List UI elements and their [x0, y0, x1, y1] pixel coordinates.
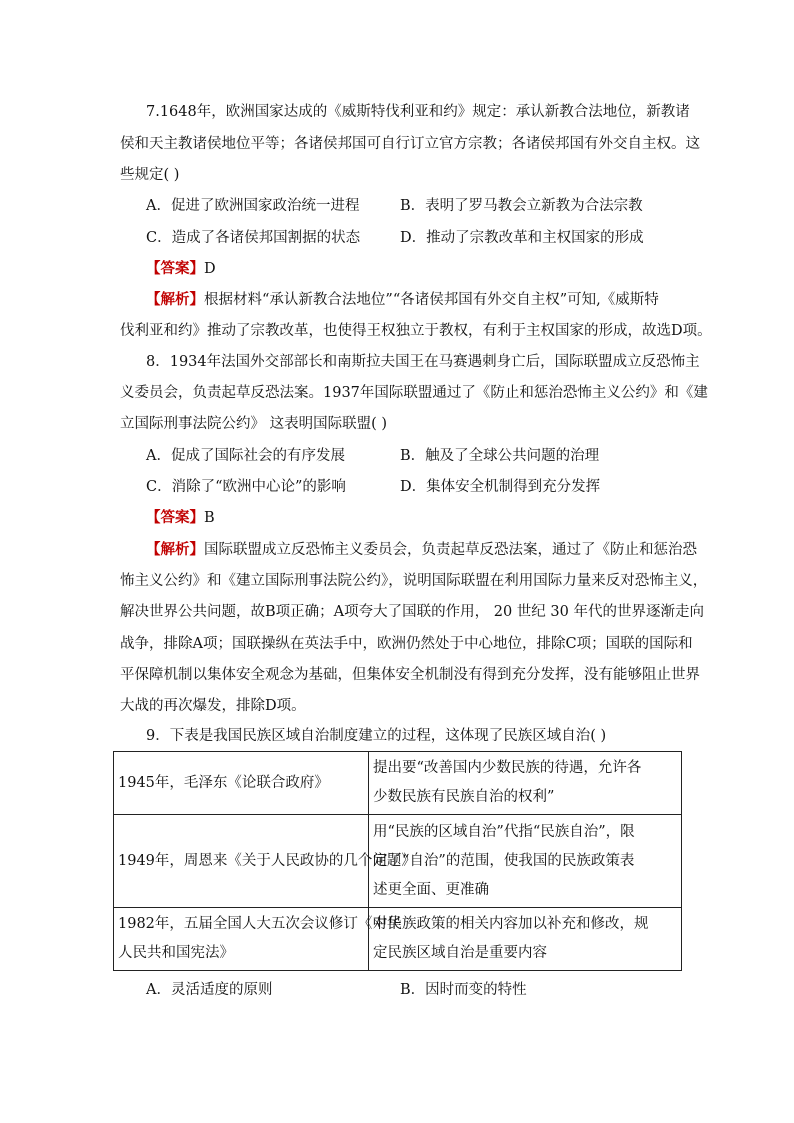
q9-option-a: A．灵活适度的原则 — [146, 982, 273, 998]
cell-text: 提出要“改善国内少数民族的待遇，允许各 — [373, 760, 642, 776]
cell-text: 1949年，周恩来《关于人民政协的几个问题》 — [118, 852, 416, 869]
table-cell-event — [114, 908, 402, 971]
q8-analysis-text-1: 国际联盟成立反恐怖主义委员会，负责起草反恐法案，通过了《防止和惩治恐 — [204, 542, 697, 558]
q9-option-b: B．因时而变的特性 — [400, 982, 527, 998]
cell-text: 少数民族有民族自治的权利” — [373, 789, 555, 805]
q7-analysis-line-2: 伐利亚和约》推动了宗教改革，也使得王权独立于教权，有利于主权国家的形成，故选D项。 — [120, 323, 712, 339]
analysis-tag: 【解析】 — [146, 541, 204, 558]
q7-analysis-text-1: 根据材料“承认新教合法地位”“各诸侯邦国有外交自主权”可知,《威斯特 — [204, 292, 659, 308]
q7-analysis-line-1 — [146, 290, 659, 310]
q8-analysis-line-4: 战争，排除A项；国联操纵在英法手中，欧洲仍然处于中心地位，排除C项；国联的国际和 — [120, 636, 693, 652]
q8-analysis-line-1 — [146, 540, 697, 560]
cell-text: 定民族区域自治是重要内容 — [373, 945, 547, 961]
answer-tag: 【答案】 — [146, 260, 204, 277]
q8-stem-line-2: 义委员会，负责起草反恐法案。1937年国际联盟通过了《防止和惩治恐怖主义公约》和《建 — [120, 385, 708, 401]
q7-option-b: B．表明了罗马教会立新教为合法宗教 — [400, 198, 643, 214]
q8-option-a: A．促成了国际社会的有序发展 — [146, 448, 345, 464]
cell-text: 1982年，五届全国人大五次会议修订《中华 — [118, 916, 402, 932]
q8-answer — [146, 508, 215, 528]
q8-stem-line-1: 8．1934年法国外交部部长和南斯拉夫国王在马赛遇刺身亡后，国际联盟成立反恐怖主 — [146, 354, 700, 370]
q8-option-b: B．触及了全球公共问题的治理 — [400, 448, 600, 464]
table-cell-content — [369, 908, 682, 971]
analysis-tag: 【解析】 — [146, 291, 204, 308]
q8-option-d: D．集体安全机制得到充分发挥 — [400, 479, 601, 495]
q8-analysis-line-3: 解决世界公共问题，故B项正确；A项夸大了国联的作用， 20 世纪 30 年代的世界逐渐走向 — [120, 604, 704, 620]
answer-tag: 【答案】 — [146, 509, 204, 526]
q9-stem: 9．下表是我国民族区域自治制度建立的过程，这体现了民族区域自治( ) — [146, 728, 607, 744]
table-cell-event — [114, 815, 416, 908]
q7-answer-value: D — [204, 261, 216, 277]
q7-answer — [146, 259, 216, 279]
table-cell-content — [369, 752, 682, 815]
cell-text: 1945年，毛泽东《论联合政府》 — [118, 774, 329, 791]
q7-stem-line-3: 些规定( ) — [120, 167, 180, 183]
q8-analysis-line-2: 怖主义公约》和《建立国际刑事法院公约》，说明国际联盟在利用国际力量来反对恐怖主义， — [120, 573, 708, 589]
q8-answer-value: B — [204, 510, 215, 526]
cell-text: 用“民族的区域自治”代指“民族自治”，限 — [373, 823, 635, 840]
table-cell-event — [114, 752, 369, 815]
q8-analysis-line-5: 平保障机制以集体安全观念为基础，但集体安全机制没有得到充分发挥，没有能够阻止世界 — [120, 667, 700, 683]
q9-table — [113, 751, 682, 971]
q7-option-a: A．促进了欧洲国家政治统一进程 — [146, 198, 360, 214]
q8-analysis-line-6: 大战的再次爆发，排除D项。 — [120, 698, 306, 714]
table-cell-content — [369, 815, 682, 908]
table-row — [114, 908, 682, 971]
cell-text: 对民族政策的相关内容加以补充和修改，规 — [373, 916, 649, 932]
cell-text: 人民共和国宪法》 — [118, 945, 234, 961]
q7-stem-line-2: 侯和天主教诸侯地位平等；各诸侯邦国可自行订立官方宗教；各诸侯邦国有外交自主权。这 — [120, 136, 700, 152]
q8-stem-line-3: 立国际刑事法院公约》 这表明国际联盟( ) — [120, 416, 388, 432]
q7-stem-line-1: 7.1648年，欧洲国家达成的《威斯特伐利亚和约》规定：承认新教合法地位，新教诸 — [146, 104, 690, 120]
table-row — [114, 752, 682, 815]
cell-text: 述更全面、更准确 — [373, 881, 489, 898]
q8-option-c: C．消除了“欧洲中心论”的影响 — [146, 479, 346, 495]
table-row — [114, 815, 682, 908]
q7-option-d: D．推动了宗教改革和主权国家的形成 — [400, 230, 644, 246]
q7-option-c: C．造成了各诸侯邦国割据的状态 — [146, 230, 361, 246]
cell-text: 定了“自治”的范围，使我国的民族政策表 — [373, 852, 635, 869]
